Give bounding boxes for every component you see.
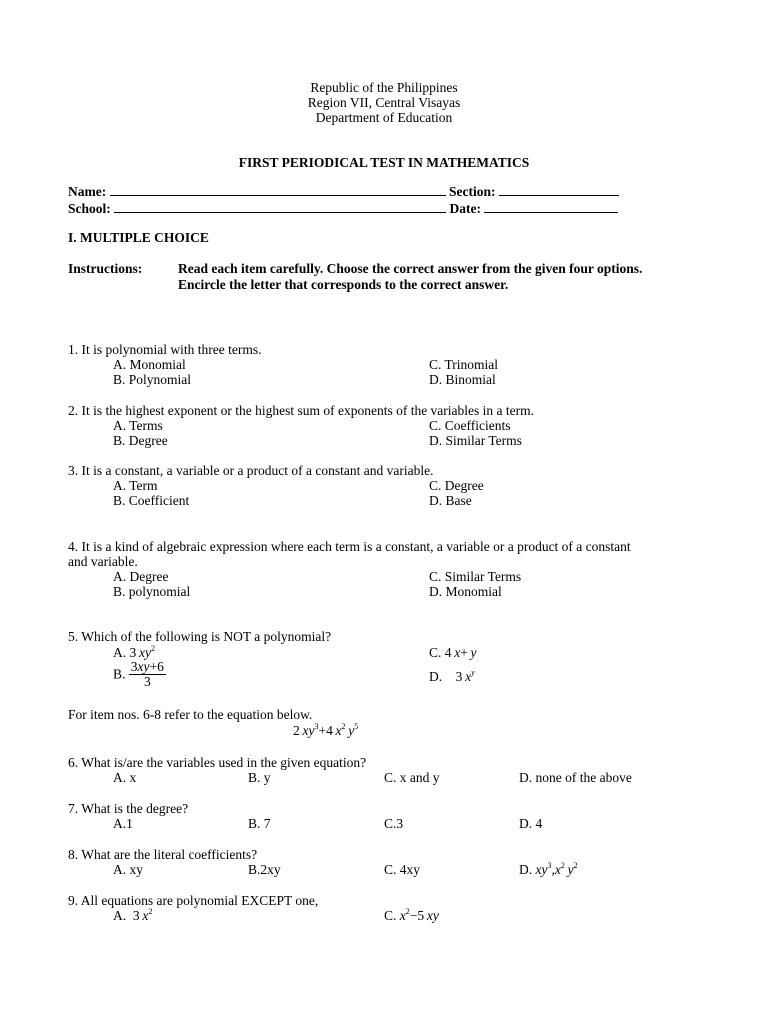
q4-option-d[interactable]: D. Monomial	[429, 584, 502, 599]
q8-text: 8. What are the literal coefficients?	[68, 847, 258, 862]
eq-coef1: 2	[293, 723, 300, 738]
q6-option-a[interactable]: A. x	[113, 770, 137, 785]
q5-b-fraction	[129, 660, 166, 689]
eq-coef2: 4	[326, 723, 333, 738]
q4-option-b[interactable]: B. polynomial	[113, 584, 191, 599]
q8-d-var2: x	[554, 862, 561, 877]
q5-c-var2: y	[470, 645, 477, 660]
school-row	[68, 201, 618, 216]
q5-b-num-coef: 3	[130, 659, 138, 674]
q5-d-coef: 3	[455, 669, 463, 684]
eq-var3: y	[348, 723, 355, 738]
q1-option-b[interactable]: B. Polynomial	[113, 372, 192, 387]
q8-d-label: D.	[519, 862, 533, 877]
q8-d-exp3: 2	[573, 861, 578, 870]
instructions-line1: Read each item carefully. Choose the correct answer from the given four options.	[178, 261, 643, 276]
q5-text: 5. Which of the following is NOT a polynomial?	[68, 629, 332, 644]
q9-c-exp1: 2	[405, 907, 410, 916]
q8-option-d[interactable]	[519, 862, 578, 877]
refer-text: For item nos. 6-8 refer to the equation below.	[68, 707, 313, 722]
q9-c-label: C.	[384, 908, 397, 923]
q4-text-line2: and variable.	[68, 554, 138, 569]
q8-d-var1: xy	[535, 862, 548, 877]
date-field[interactable]	[484, 201, 618, 213]
eq-op: +	[318, 723, 327, 738]
q8-option-b[interactable]: B.2xy	[248, 862, 281, 877]
q5-b-denominator: 3	[143, 674, 151, 689]
eq-var2: x	[335, 723, 342, 738]
q9-option-c[interactable]	[384, 908, 439, 923]
q1-text: 1. It is polynomial with three terms.	[68, 342, 262, 357]
q5-option-d[interactable]	[429, 669, 475, 684]
q5-d-label: D.	[429, 669, 443, 684]
q5-option-c[interactable]	[429, 645, 477, 660]
name-row	[68, 184, 619, 199]
q5-b-num-var: xy	[137, 659, 150, 674]
eq-exp1: 3	[314, 722, 319, 731]
q5-b-num-rest: +6	[149, 659, 164, 674]
q8-d-comma: ,	[551, 862, 555, 877]
q3-option-d[interactable]: D. Base	[429, 493, 472, 508]
q3-option-b[interactable]: B. Coefficient	[113, 493, 190, 508]
q5-a-label: A.	[113, 645, 127, 660]
q5-c-op: +	[460, 645, 468, 660]
q9-option-a[interactable]	[113, 908, 152, 923]
q6-text: 6. What is/are the variables used in the given equation?	[68, 755, 367, 770]
q5-b-numerator	[129, 660, 166, 675]
q4-option-c[interactable]: C. Similar Terms	[429, 569, 522, 584]
q4-text-line1: 4. It is a kind of algebraic expression where each term is a constant, a variable or a product of a constant	[68, 539, 631, 554]
q8-d-exp1: 3	[547, 861, 552, 870]
q2-option-d[interactable]: D. Similar Terms	[429, 433, 522, 448]
header-department: Department of Education	[315, 110, 453, 125]
q9-a-label: A.	[113, 908, 127, 923]
eq-var1: xy	[302, 723, 315, 738]
header-republic: Republic of the Philippines	[310, 80, 458, 95]
name-field[interactable]	[110, 184, 446, 196]
school-label: School:	[68, 201, 111, 216]
eq-exp3: 5	[354, 722, 359, 731]
q5-d-var: x	[465, 669, 472, 684]
q9-a-coef: 3	[132, 908, 140, 923]
reference-equation	[293, 723, 358, 738]
test-title: FIRST PERIODICAL TEST IN MATHEMATICS	[238, 155, 530, 170]
q9-c-var1: x	[399, 908, 406, 923]
q3-option-c[interactable]: C. Degree	[429, 478, 484, 493]
q1-option-a[interactable]: A. Monomial	[113, 357, 186, 372]
q5-d-exp: y	[471, 668, 475, 677]
q9-c-op: −5	[409, 908, 425, 923]
q3-option-a[interactable]: A. Term	[113, 478, 158, 493]
q5-option-b[interactable]	[113, 660, 166, 689]
q5-a-coef: 3	[129, 645, 137, 660]
q2-option-b[interactable]: B. Degree	[113, 433, 168, 448]
q9-text: 9. All equations are polynomial EXCEPT one,	[68, 893, 319, 908]
section-title: I. MULTIPLE CHOICE	[68, 230, 209, 245]
q5-a-exp: 2	[150, 644, 155, 653]
q5-c-coef: 4	[444, 645, 452, 660]
q7-option-d[interactable]: D. 4	[519, 816, 543, 831]
q1-option-d[interactable]: D. Binomial	[429, 372, 496, 387]
q3-text: 3. It is a constant, a variable or a product of a constant and variable.	[68, 463, 434, 478]
date-label: Date:	[449, 201, 481, 216]
q8-d-exp2: 2	[560, 861, 565, 870]
q5-c-label: C.	[429, 645, 442, 660]
q7-option-c[interactable]: C.3	[384, 816, 404, 831]
q1-option-c[interactable]: C. Trinomial	[429, 357, 499, 372]
q7-option-b[interactable]: B. 7	[248, 816, 271, 831]
eq-exp2: 2	[341, 722, 346, 731]
section-label: Section:	[448, 184, 496, 199]
q7-option-a[interactable]: A.1	[113, 816, 133, 831]
q7-text: 7. What is the degree?	[68, 801, 189, 816]
q2-option-a[interactable]: A. Terms	[113, 418, 163, 433]
q4-option-a[interactable]: A. Degree	[113, 569, 169, 584]
q2-text: 2. It is the highest exponent or the highest sum of exponents of the variables in a term.	[68, 403, 535, 418]
q6-option-b[interactable]: B. y	[248, 770, 271, 785]
q2-option-c[interactable]: C. Coefficients	[429, 418, 511, 433]
q9-a-exp: 2	[148, 907, 153, 916]
q5-b-label: B.	[113, 666, 126, 682]
q8-option-c[interactable]: C. 4xy	[384, 862, 421, 877]
instructions-label: Instructions:	[68, 261, 143, 276]
q5-c-var1: x	[454, 645, 461, 660]
section-field[interactable]	[499, 184, 619, 196]
q5-a-expression	[130, 645, 155, 660]
header-region: Region VII, Central Visayas	[307, 95, 461, 110]
name-label: Name:	[68, 184, 107, 199]
q9-a-var: x	[142, 908, 149, 923]
q5-option-a[interactable]	[113, 645, 155, 660]
q5-a-var: xy	[138, 645, 151, 660]
q9-c-var2: xy	[426, 908, 439, 923]
instructions-line2: Encircle the letter that corresponds to the correct answer.	[178, 277, 509, 292]
q8-d-var3: y	[567, 862, 574, 877]
q8-option-a[interactable]: A. xy	[113, 862, 143, 877]
q6-option-c[interactable]: C. x and y	[384, 770, 440, 785]
q6-option-d[interactable]: D. none of the above	[519, 770, 632, 785]
school-field[interactable]	[114, 201, 446, 213]
